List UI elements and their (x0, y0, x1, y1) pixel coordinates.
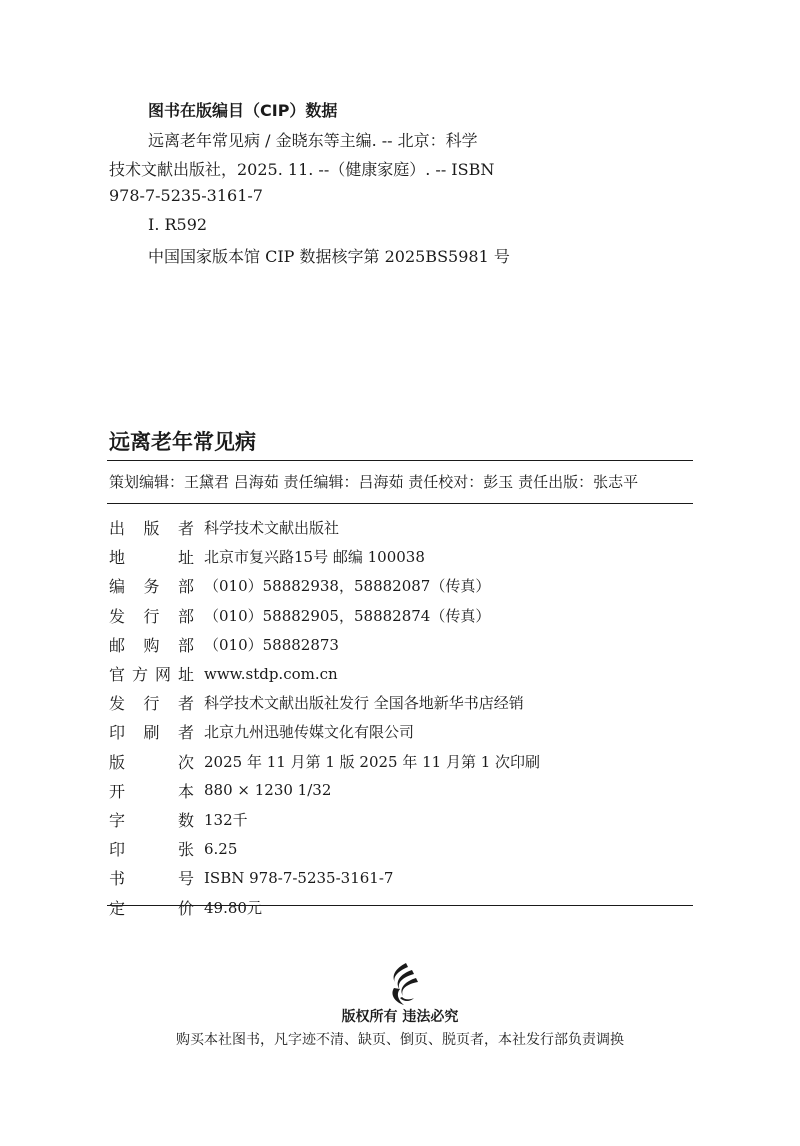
info-label-char: 务 (143, 577, 160, 597)
info-label (109, 808, 204, 831)
info-label-char: 开 (109, 781, 126, 801)
info-row (109, 717, 689, 746)
info-label-char: 发 (109, 606, 126, 626)
info-value: www.stdp.com.cn (204, 664, 338, 683)
cip-line-4: Ⅰ. R592 (148, 215, 208, 234)
info-label-char: 部 (177, 635, 194, 655)
info-row (109, 834, 689, 863)
publisher-logo-icon (386, 962, 420, 1006)
return-notice: 购买本社图书，凡字迹不清、缺页、倒页、脱页者，本社发行部负责调换 (176, 1032, 624, 1048)
divider (107, 905, 693, 906)
info-label (109, 750, 204, 773)
cip-line-3: 978-7-5235-3161-7 (109, 186, 263, 205)
info-label-char: 张 (177, 840, 194, 860)
info-label-char: 官 (109, 665, 126, 685)
info-label-char: 版 (109, 752, 126, 772)
info-value: （010）58882938，58882087（传真） (204, 577, 491, 596)
cip-heading: 图书在版编目（CIP）数据 (148, 101, 338, 120)
divider (107, 460, 693, 461)
info-row (109, 659, 689, 688)
info-value: 科学技术文献出版社 (204, 519, 340, 538)
info-label-char: 址 (177, 665, 194, 685)
info-label-char: 方 (131, 665, 148, 685)
info-label-char: 定 (109, 898, 126, 918)
info-value: 6.25 (204, 839, 238, 858)
info-label (109, 896, 204, 919)
info-label-char: 本 (177, 781, 194, 801)
info-label-char: 出 (109, 519, 126, 539)
info-row (109, 571, 689, 600)
info-label-char: 字 (109, 810, 126, 830)
info-label-char: 印 (109, 840, 126, 860)
info-row (109, 601, 689, 630)
editor-credits: 策划编辑：王黛君 吕海茹 责任编辑：吕海茹 责任校对：彭玉 责任出版：张志平 (109, 473, 639, 491)
info-row (109, 747, 689, 776)
info-value: 北京市复兴路15号 邮编 100038 (204, 548, 425, 567)
info-row (109, 805, 689, 834)
info-label-char: 者 (177, 723, 194, 743)
info-label-char: 版 (143, 519, 160, 539)
info-label (109, 691, 204, 714)
info-value: （010）58882873 (204, 635, 339, 654)
info-row (109, 776, 689, 805)
info-row (109, 688, 689, 717)
info-row (109, 630, 689, 659)
info-label-char: 购 (143, 635, 160, 655)
info-label (109, 545, 204, 568)
info-label-char: 发 (109, 694, 126, 714)
rights-reserved: 版权所有 违法必究 (341, 1009, 459, 1025)
info-value: 2025 年 11 月第 1 版 2025 年 11 月第 1 次印刷 (204, 752, 541, 771)
info-label-char: 编 (109, 577, 126, 597)
info-label (109, 779, 204, 802)
info-label-char: 书 (109, 869, 126, 889)
info-value: 880 × 1230 1/32 (204, 781, 332, 800)
info-label-char: 行 (143, 606, 160, 626)
info-value: 49.80元 (204, 898, 262, 917)
info-label (109, 866, 204, 889)
info-label (109, 574, 204, 597)
info-label-char: 网 (154, 665, 171, 685)
info-row (109, 542, 689, 571)
info-label-char: 次 (177, 752, 194, 772)
info-label-char: 地 (109, 548, 126, 568)
info-row (109, 513, 689, 542)
info-label-char: 邮 (109, 635, 126, 655)
info-value: 北京九州迅驰传媒文化有限公司 (204, 723, 415, 742)
info-row (109, 863, 689, 892)
info-label-char: 价 (177, 898, 194, 918)
info-row (109, 892, 689, 921)
cip-line-1: 远离老年常见病 / 金晓东等主编. -- 北京：科学 (148, 131, 478, 150)
info-label (109, 837, 204, 860)
info-label (109, 633, 204, 656)
info-label-char: 部 (177, 606, 194, 626)
divider (107, 503, 693, 504)
publication-info-table (109, 513, 689, 922)
info-value: 科学技术文献出版社发行 全国各地新华书店经销 (204, 694, 524, 713)
info-label-char: 行 (143, 694, 160, 714)
cip-line-5: 中国国家版本馆 CIP 数据核字第 2025BS5981 号 (148, 247, 510, 266)
info-label-char: 号 (177, 869, 194, 889)
info-label-char: 数 (177, 810, 194, 830)
info-label-char: 刷 (143, 723, 160, 743)
book-title: 远离老年常见病 (109, 430, 256, 454)
cip-line-2: 技术文献出版社，2025. 11. --（健康家庭）. -- ISBN (109, 160, 495, 179)
info-label-char: 者 (177, 694, 194, 714)
info-label (109, 604, 204, 627)
info-label (109, 516, 204, 539)
info-label-char: 者 (177, 519, 194, 539)
info-value: 132千 (204, 810, 248, 829)
info-value: ISBN 978-7-5235-3161-7 (204, 868, 394, 887)
info-label-char: 印 (109, 723, 126, 743)
info-label (109, 662, 204, 685)
info-label-char: 址 (177, 548, 194, 568)
info-label (109, 720, 204, 743)
info-label-char: 部 (177, 577, 194, 597)
info-value: （010）58882905，58882874（传真） (204, 606, 491, 625)
